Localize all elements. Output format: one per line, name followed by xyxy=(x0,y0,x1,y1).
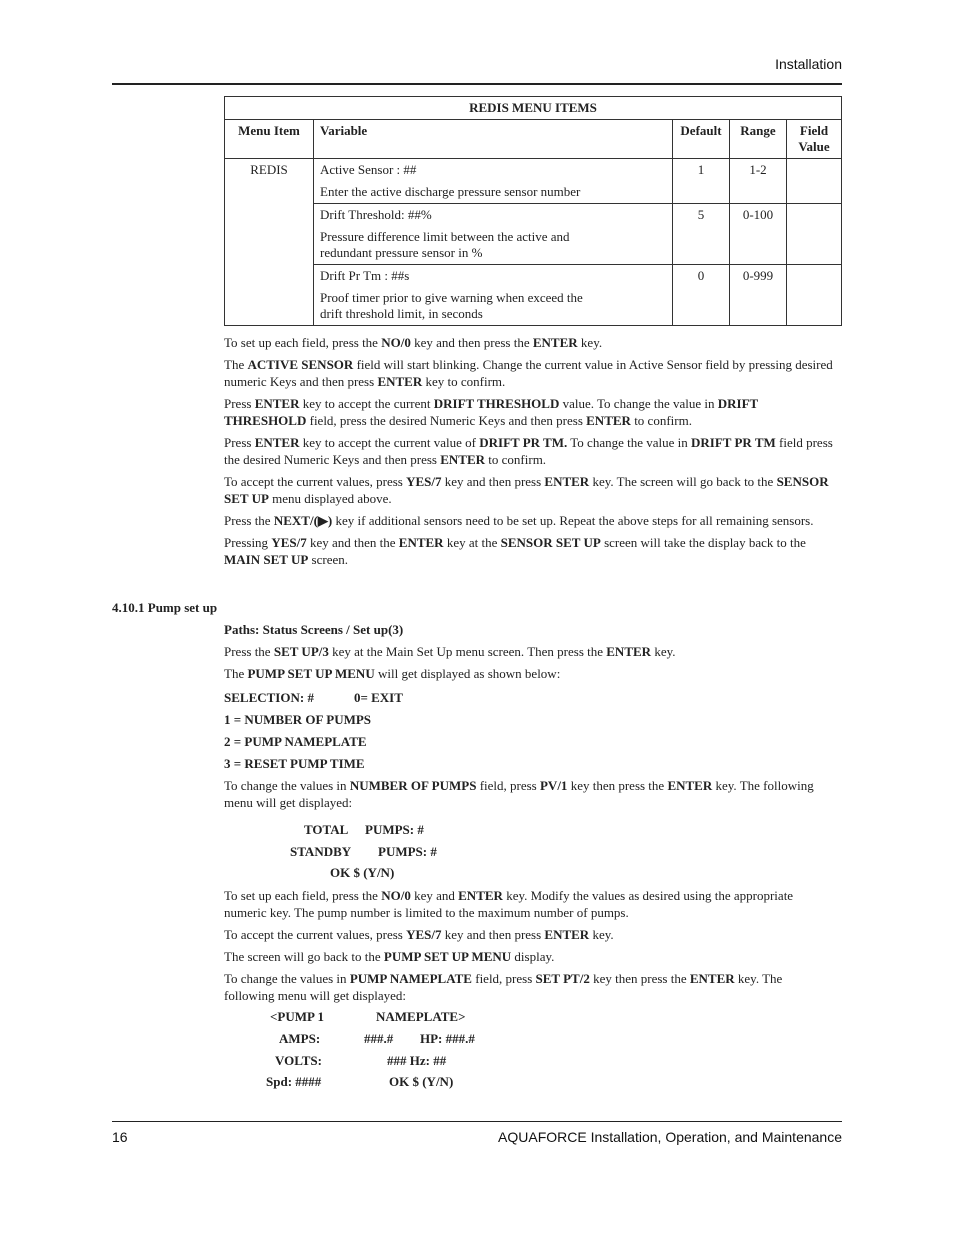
display-standby-label: STANDBY xyxy=(290,844,352,859)
instructions-block-1 xyxy=(224,334,836,573)
default-cell: 5 xyxy=(673,204,730,265)
nameplate-amps-label: AMPS: xyxy=(279,1031,321,1046)
table-row xyxy=(225,159,842,204)
paragraph: Press the NEXT/(▶) key if additional sensors need to be set up. Repeat the above steps for all remaining sensors. xyxy=(224,513,814,528)
nameplate-ok-prompt: OK $ (Y/N) xyxy=(389,1074,454,1089)
nameplate-pump-label: <PUMP 1 xyxy=(270,1009,324,1024)
nameplate-amps-value: ###.# xyxy=(364,1031,394,1046)
variable-description: Proof timer prior to give warning when exceed the drift threshold limit, in seconds xyxy=(320,290,583,321)
col-menu-item: Menu Item xyxy=(225,120,314,159)
nameplate-volts-hz: ### Hz: ## xyxy=(387,1053,447,1068)
variable-description: Pressure difference limit between the active and redundant pressure sensor in % xyxy=(320,229,570,260)
paragraph: The ACTIVE SENSOR field will start blinking. Change the current value in Active Sensor field by pressing desired numeric Keys and then press ENTER key to confirm. xyxy=(224,357,833,389)
menu-option: 2 = PUMP NAMEPLATE xyxy=(224,734,367,749)
nameplate-speed: Spd: #### xyxy=(266,1074,322,1089)
nameplate-title: NAMEPLATE> xyxy=(376,1009,466,1024)
variable-name: Drift Pr Tm : ##s xyxy=(320,268,410,283)
col-field-value: Field Value xyxy=(787,120,842,159)
header-rule xyxy=(112,83,842,85)
page-number: 16 xyxy=(112,1129,128,1145)
footer-title: AQUAFORCE Installation, Operation, and Maintenance xyxy=(498,1129,842,1145)
col-variable: Variable xyxy=(314,120,673,159)
table-row xyxy=(225,204,842,265)
paragraph: To change the values in PUMP NAMEPLATE field, press SET PT/2 key then press the ENTER key. The following menu will get displayed: xyxy=(224,971,783,1003)
variable-description: Enter the active discharge pressure sensor number xyxy=(320,184,581,199)
nameplate-hp: HP: ###.# xyxy=(420,1031,475,1046)
field-value-cell xyxy=(787,159,842,204)
paths-line: Paths: Status Screens / Set up(3) xyxy=(224,622,404,637)
paragraph: The PUMP SET UP MENU will get displayed as shown below: xyxy=(224,666,561,681)
table-row xyxy=(225,265,842,326)
variable-cell xyxy=(314,159,673,204)
field-value-cell xyxy=(787,204,842,265)
instructions-block-2 xyxy=(224,621,836,816)
range-cell: 0-999 xyxy=(730,265,787,326)
section-heading: 4.10.1 Pump set up xyxy=(112,600,218,615)
display-standby-value: PUMPS: # xyxy=(378,844,437,859)
paragraph: Pressing YES/7 key and then the ENTER key at the SENSOR SET UP screen will take the display back to the MAIN SET UP screen. xyxy=(224,535,806,567)
col-default: Default xyxy=(673,120,730,159)
paragraph: To accept the current values, press YES/7 key and then press ENTER key. xyxy=(224,927,614,942)
paragraph: To set up each field, press the NO/0 key and ENTER key. Modify the values as desired using the appropriate numeric key. The pump number is limited to the maximum number of pumps. xyxy=(224,888,794,920)
footer-rule xyxy=(112,1121,842,1122)
menu-option: 3 = RESET PUMP TIME xyxy=(224,756,365,771)
paragraph: To change the values in NUMBER OF PUMPS field, press PV/1 key then press the ENTER key. The following menu will get displayed: xyxy=(224,778,814,810)
range-cell: 0-100 xyxy=(730,204,787,265)
field-value-cell xyxy=(787,265,842,326)
display-total-label: TOTAL xyxy=(304,822,349,837)
menu-selection-line: SELECTION: # 0= EXIT xyxy=(224,690,403,705)
variable-name: Active Sensor : ## xyxy=(320,162,417,177)
redis-menu-table xyxy=(224,96,842,326)
paragraph: To set up each field, press the NO/0 key and then press the ENTER key. xyxy=(224,335,603,350)
variable-cell xyxy=(314,265,673,326)
paragraph: The screen will go back to the PUMP SET UP MENU display. xyxy=(224,949,555,964)
variable-name: Drift Threshold: ##% xyxy=(320,207,432,222)
variable-cell xyxy=(314,204,673,265)
display-total-value: PUMPS: # xyxy=(365,822,424,837)
nameplate-volts-label: VOLTS: xyxy=(275,1053,322,1068)
running-header: Installation xyxy=(775,56,842,72)
col-range: Range xyxy=(730,120,787,159)
paragraph: Press the SET UP/3 key at the Main Set Up menu screen. Then press the ENTER key. xyxy=(224,644,676,659)
menu-item-cell: REDIS xyxy=(225,159,314,326)
paragraph: Press ENTER key to accept the current value of DRIFT PR TM. To change the value in DRIFT PR TM field press the desired Numeric Keys and then press ENTER to confirm. xyxy=(224,435,833,467)
menu-option: 1 = NUMBER OF PUMPS xyxy=(224,712,372,727)
instructions-block-3 xyxy=(224,887,836,1009)
default-cell: 1 xyxy=(673,159,730,204)
display-ok-prompt: OK $ (Y/N) xyxy=(330,865,395,880)
paragraph: To accept the current values, press YES/7 key and then press ENTER key. The screen will go back to the SENSOR SET UP menu displayed above. xyxy=(224,474,829,506)
paragraph: Press ENTER key to accept the current DRIFT THRESHOLD value. To change the value in DRIFT THRESHOLD field, press the desired Numeric Keys and then press ENTER to confirm. xyxy=(224,396,758,428)
default-cell: 0 xyxy=(673,265,730,326)
range-cell: 1-2 xyxy=(730,159,787,204)
table-title: REDIS MENU ITEMS xyxy=(225,97,842,120)
